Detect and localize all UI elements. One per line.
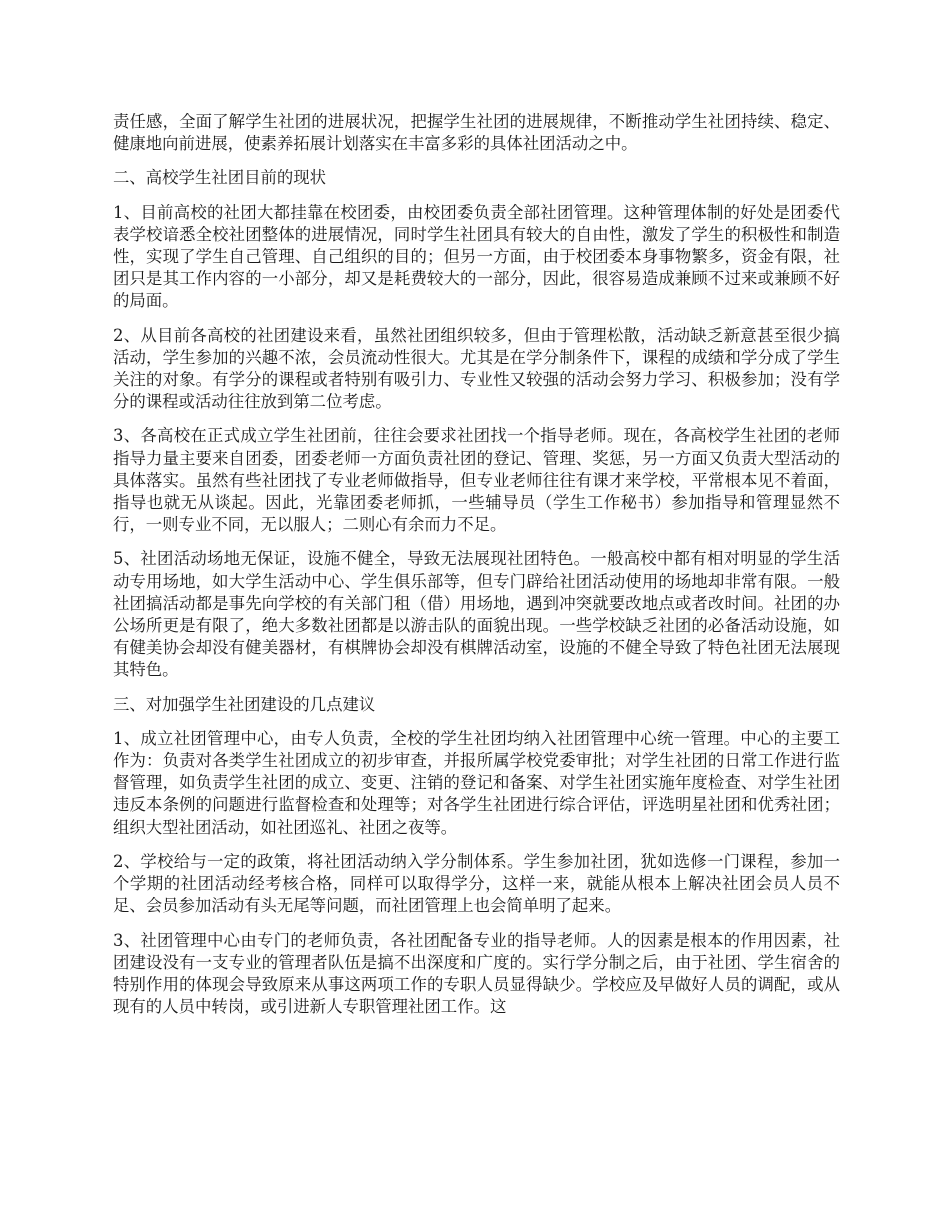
paragraph-status-3: 3、各高校在正式成立学生社团前，往往会要求社团找一个指导老师。现在，各高校学生社团的老师指导力量主要来自团委，团委老师一方面负责社团的登记、管理、奖惩，另一方面又负责大型活动的具体落实。虽然有些社团找了专业老师做指导，但专业老师往往有课才来学校，平常根本见不着面，指导也就无从谈起。因此，光靠团委老师抓，一些辅导员（学生工作秘书）参加指导和管理显然不行，一则专业不同，无以服人；二则心有余而力不足。 — [113, 426, 840, 535]
paragraph-suggestion-1: 1、成立社团管理中心，由专人负责，全校的学生社团均纳入社团管理中心统一管理。中心的主要工作为：负责对各类学生社团成立的初步审查，并报所属学校党委审批；对学生社团的日常工作进行监督管理，如负责学生社团的成立、变更、注销的登记和备案、对学生社团实施年度检查、对学生社团违反本条例的问题进行监督检查和处理等；对各学生社团进行综合评估，评选明星社团和优秀社团；组织大型社团活动，如社团巡礼、社团之夜等。 — [113, 728, 840, 837]
paragraph-suggestion-2: 2、学校给与一定的政策，将社团活动纳入学分制体系。学生参加社团，犹如选修一门课程，参加一个学期的社团活动经考核合格，同样可以取得学分，这样一来，就能从根本上解决社团会员人员不足、会员参加活动有头无尾等问题，而社团管理上也会简单明了起来。 — [113, 851, 840, 916]
paragraph-status-1: 1、目前高校的社团大都挂靠在校团委，由校团委负责全部社团管理。这种管理体制的好处是团委代表学校谙悉全校社团整体的进展情况，同时学生社团具有较大的自由性，激发了学生的积极性和制造性，实现了学生自己管理、自己组织的目的；但另一方面，由于校团委本身事物繁多，资金有限，社团只是其工作内容的一小部分，却又是耗费较大的一部分，因此，很容易造成兼顾不过来或兼顾不好的局面。 — [113, 202, 840, 311]
paragraph-intro-continuation: 责任感，全面了解学生社团的进展状况，把握学生社团的进展规律，不断推动学生社团持续、稳定、健康地向前进展，使素养拓展计划落实在丰富多彩的具体社团活动之中。 — [113, 112, 840, 154]
section-heading-suggestions: 三、对加强学生社团建设的几点建议 — [113, 694, 376, 714]
section-heading-current-status: 二、高校学生社团目前的现状 — [113, 168, 327, 188]
paragraph-status-2: 2、从目前各高校的社团建设来看，虽然社团组织较多，但由于管理松散，活动缺乏新意甚至很少搞活动，学生参加的兴趣不浓，会员流动性很大。尤其是在学分制条件下，课程的成绩和学分成了学生关注的对象。有学分的课程或者特别有吸引力、专业性又较强的活动会努力学习、积极参加；没有学分的课程或活动往往放到第二位考虑。 — [113, 325, 840, 412]
document-body — [113, 111, 840, 1030]
paragraph-status-5: 5、社团活动场地无保证，设施不健全，导致无法展现社团特色。一般高校中都有相对明显的学生活动专用场地，如大学生活动中心、学生俱乐部等，但专门辟给社团活动使用的场地却非常有限。一般社团搞活动都是事先向学校的有关部门租（借）用场地，遇到冲突就要改地点或者改时间。社团的办公场所更是有限了，绝大多数社团都是以游击队的面貌出现。一些学校缺乏社团的必备活动设施，如有健美协会却没有健美器材，有棋牌协会却没有棋牌活动室，设施的不健全导致了特色社团无法展现其特色。 — [113, 549, 840, 680]
paragraph-suggestion-3: 3、社团管理中心由专门的老师负责，各社团配备专业的指导老师。人的因素是根本的作用因素，社团建设没有一支专业的管理者队伍是搞不出深度和广度的。实行学分制之后，由于社团、学生宿舍的特别作用的体现会导致原来从事这两项工作的专职人员显得缺少。学校应及早做好人员的调配，或从现有的人员中转岗，或引进新人专职管理社团工作。这 — [113, 930, 840, 1017]
